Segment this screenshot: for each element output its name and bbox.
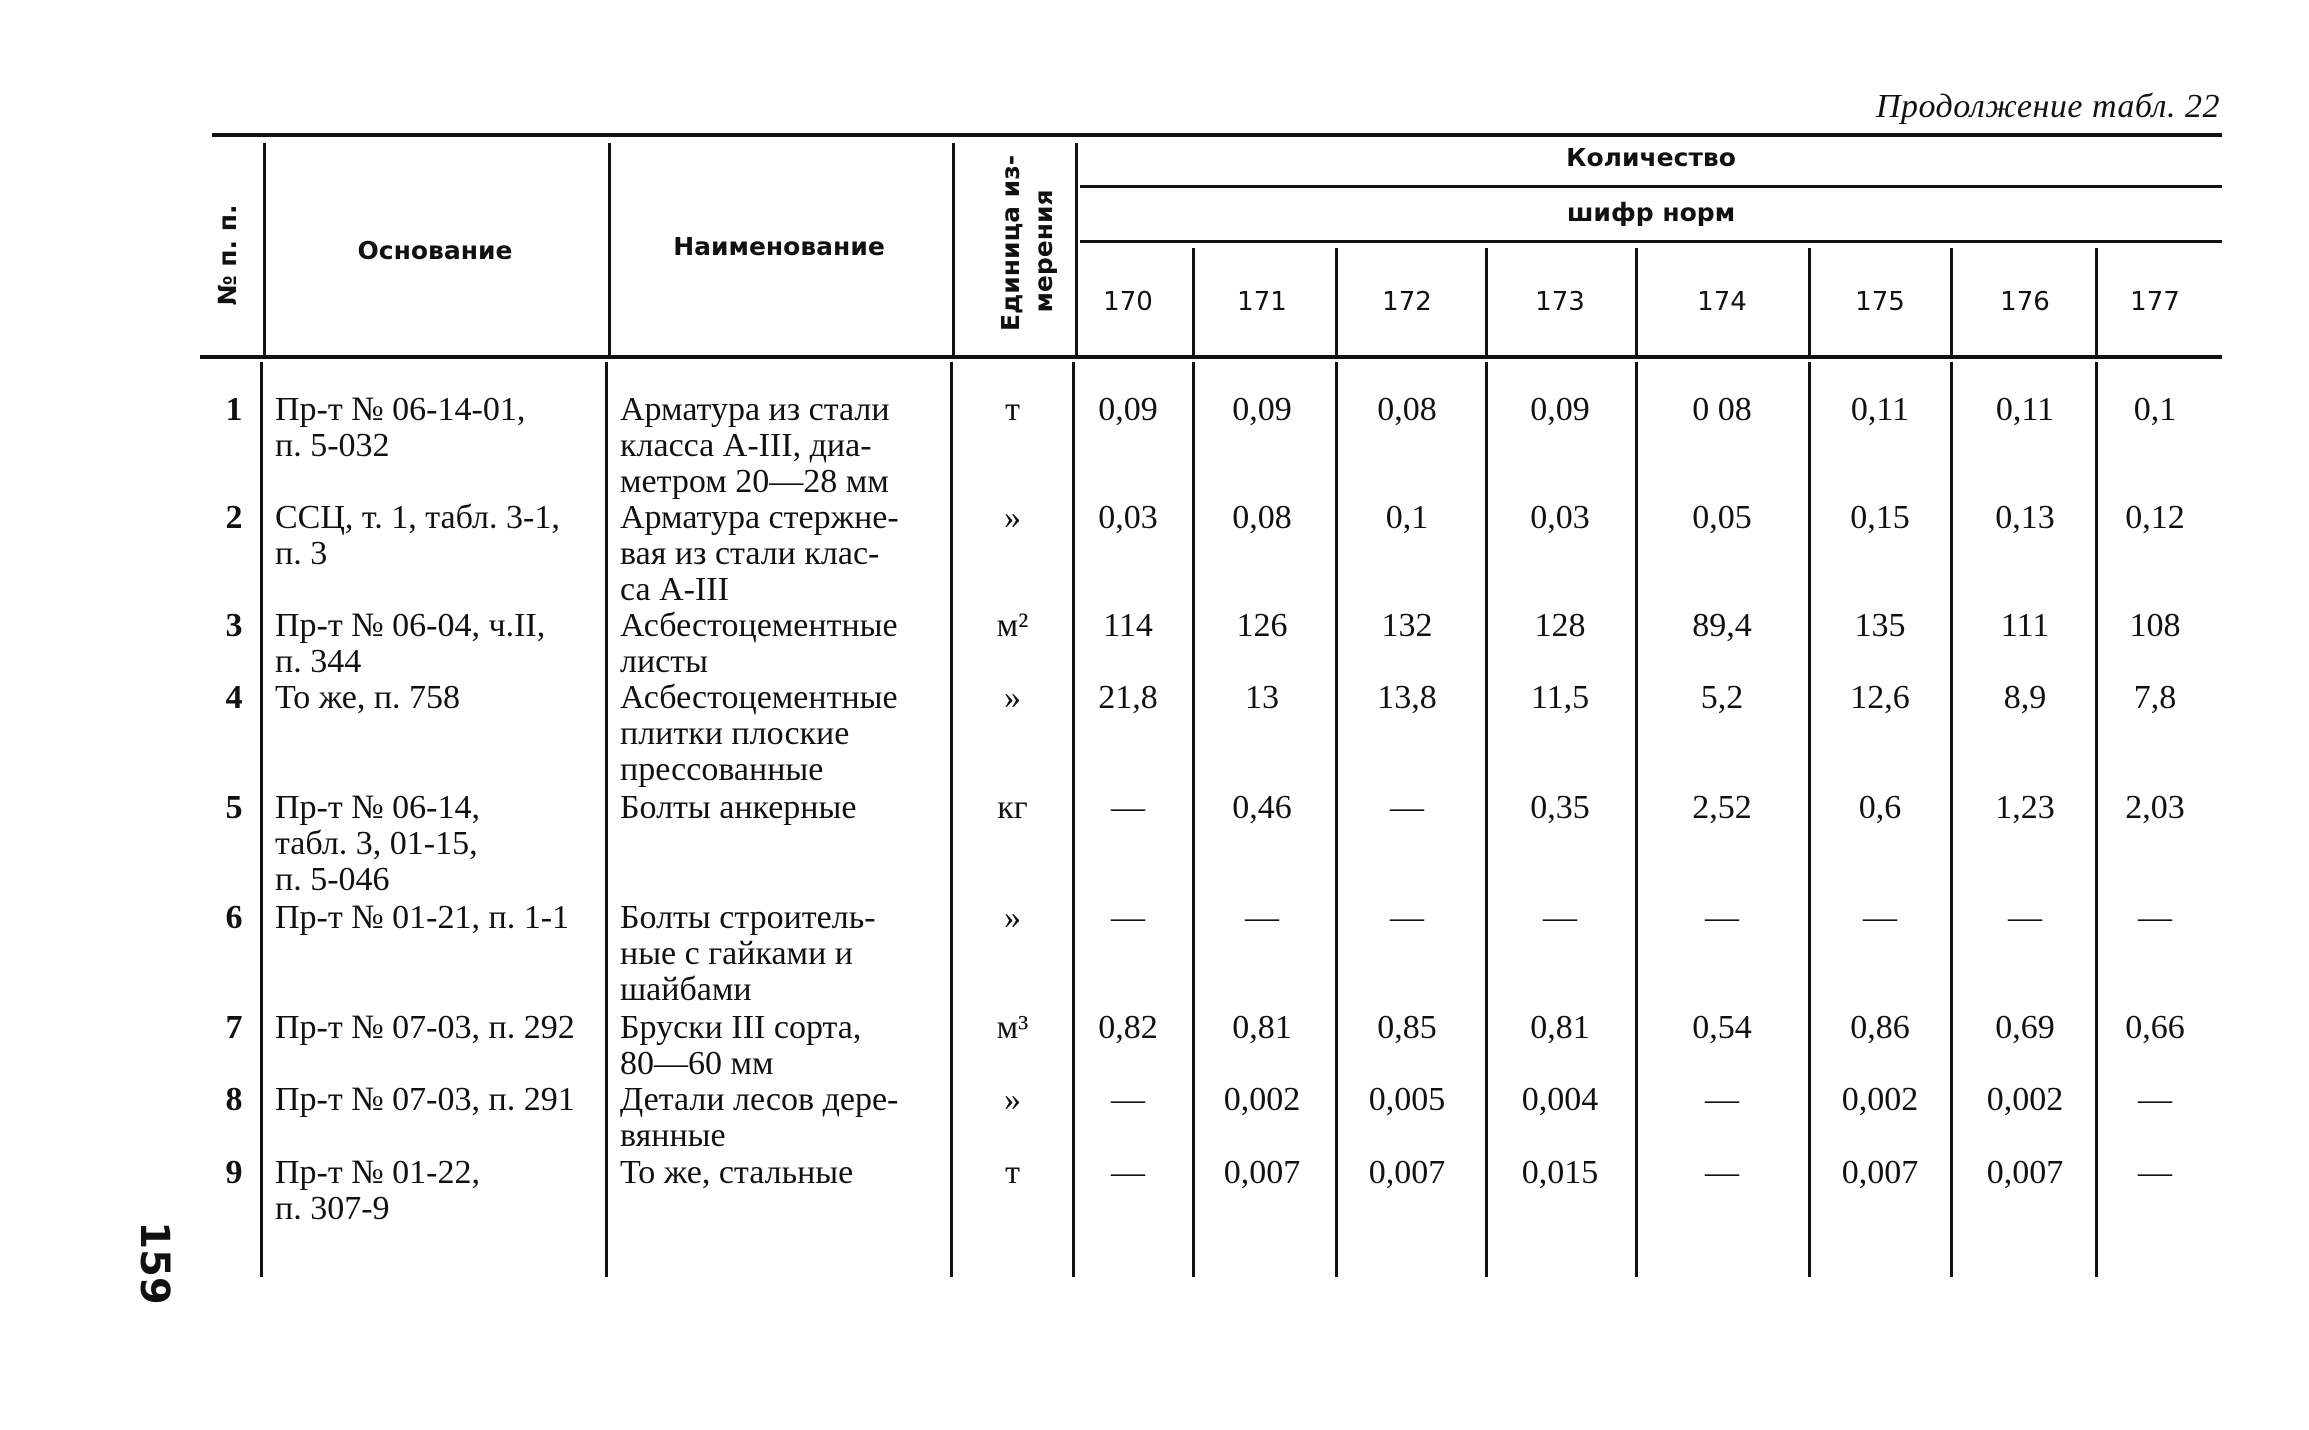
- row-name-line: Болты строитель-: [620, 899, 876, 936]
- row-basis-line: Пр-т № 07-03, п. 291: [275, 1081, 575, 1118]
- row-basis-line: Пр-т № 06-04, ч.II,: [275, 607, 546, 644]
- code-174: 174: [1697, 287, 1747, 317]
- row-number: 6: [225, 899, 243, 936]
- row-basis-line: п. 307-9: [275, 1190, 390, 1227]
- row-value-170: 0,82: [1098, 1009, 1158, 1046]
- row-unit: м³: [996, 1009, 1029, 1046]
- row-value-177: 0,1: [2133, 391, 2177, 428]
- row-value-170: 21,8: [1098, 679, 1158, 716]
- row-basis-line: п. 5-046: [275, 861, 390, 898]
- code-177: 177: [2130, 287, 2180, 317]
- row-value-172: —: [1390, 789, 1424, 826]
- row-number: 8: [225, 1081, 243, 1118]
- row-value-177: —: [2138, 1081, 2172, 1118]
- row-basis-line: Пр-т № 07-03, п. 292: [275, 1009, 575, 1046]
- col-divider-unit: [1075, 143, 1078, 355]
- code-171: 171: [1237, 287, 1287, 317]
- row-value-175: 0,15: [1850, 499, 1910, 536]
- row-number: 1: [225, 391, 243, 428]
- header-cipher: шифр норм: [1566, 198, 1736, 227]
- row-value-171: 0,007: [1223, 1154, 1301, 1191]
- row-basis-line: Пр-т № 06-14-01,: [275, 391, 526, 428]
- row-value-172: 132: [1381, 607, 1433, 644]
- row-value-175: 0,11: [1850, 391, 1910, 428]
- row-name-line: класса А-III, диа-: [620, 427, 872, 464]
- code-divider: [1808, 248, 1811, 355]
- row-value-175: 0,86: [1850, 1009, 1910, 1046]
- body-col-divider: [605, 362, 608, 1277]
- row-value-176: 8,9: [2003, 679, 2047, 716]
- row-value-175: 12,6: [1850, 679, 1910, 716]
- row-value-172: 0,007: [1368, 1154, 1446, 1191]
- quantity-rule: [1080, 185, 2222, 188]
- row-value-170: —: [1111, 789, 1145, 826]
- row-value-176: 1,23: [1995, 789, 2055, 826]
- row-name-line: Асбестоцементные: [620, 607, 898, 644]
- table-caption: Продолжение табл. 22: [1875, 88, 2220, 125]
- row-number: 4: [225, 679, 243, 716]
- row-value-170: —: [1111, 1081, 1145, 1118]
- code-divider: [2095, 248, 2098, 355]
- row-value-174: 2,52: [1692, 789, 1752, 826]
- row-value-173: 128: [1534, 607, 1586, 644]
- row-value-174: 5,2: [1700, 679, 1744, 716]
- row-value-171: 0,08: [1232, 499, 1292, 536]
- code-172: 172: [1382, 287, 1432, 317]
- row-unit: »: [1004, 499, 1021, 536]
- cipher-rule: [1080, 240, 2222, 243]
- row-value-170: 0,09: [1098, 391, 1158, 428]
- row-basis-line: Пр-т № 06-14,: [275, 789, 480, 826]
- code-175: 175: [1855, 287, 1905, 317]
- body-col-divider: [1635, 362, 1638, 1277]
- row-unit: кг: [997, 789, 1028, 826]
- row-value-177: 0,12: [2125, 499, 2185, 536]
- code-173: 173: [1535, 287, 1585, 317]
- row-value-170: 0,03: [1098, 499, 1158, 536]
- row-basis-line: Пр-т № 01-22,: [275, 1154, 480, 1191]
- row-name-line: са А-III: [620, 571, 729, 608]
- row-value-177: 2,03: [2125, 789, 2185, 826]
- col-divider-name: [952, 143, 955, 355]
- row-name-line: 80—60 мм: [620, 1045, 774, 1082]
- row-name-line: Бруски III сорта,: [620, 1009, 862, 1046]
- col-divider-basis: [608, 143, 611, 355]
- row-value-173: 11,5: [1530, 679, 1590, 716]
- row-value-174: 0,54: [1692, 1009, 1752, 1046]
- row-number: 2: [225, 499, 243, 536]
- row-value-173: —: [1543, 899, 1577, 936]
- header-name: Наименование: [673, 232, 885, 261]
- row-name-line: То же, стальные: [620, 1154, 854, 1191]
- row-basis-line: п. 5-032: [275, 427, 390, 464]
- row-basis-line: Пр-т № 01-21, п. 1-1: [275, 899, 570, 936]
- body-col-divider: [1485, 362, 1488, 1277]
- row-value-172: 0,08: [1377, 391, 1437, 428]
- row-value-174: —: [1705, 1154, 1739, 1191]
- header-unit-line2: мерения: [1029, 189, 1058, 313]
- code-divider: [1335, 248, 1338, 355]
- code-divider: [1950, 248, 1953, 355]
- row-value-173: 0,09: [1530, 391, 1590, 428]
- row-value-170: —: [1111, 899, 1145, 936]
- row-name-line: метром 20—28 мм: [620, 463, 889, 500]
- body-col-divider: [260, 362, 263, 1277]
- row-value-175: 135: [1854, 607, 1906, 644]
- row-name-line: Детали лесов дере-: [620, 1081, 899, 1118]
- header-unit-line1: Единица из-: [996, 154, 1025, 331]
- row-value-177: —: [2138, 899, 2172, 936]
- body-col-divider: [1335, 362, 1338, 1277]
- row-value-173: 0,03: [1530, 499, 1590, 536]
- row-basis-line: п. 3: [275, 535, 328, 572]
- code-divider: [1192, 248, 1195, 355]
- code-divider: [1485, 248, 1488, 355]
- row-value-176: 111: [2000, 607, 2050, 644]
- row-value-177: —: [2138, 1154, 2172, 1191]
- row-value-175: —: [1863, 899, 1897, 936]
- row-value-172: 0,005: [1368, 1081, 1446, 1118]
- row-value-174: 89,4: [1692, 607, 1752, 644]
- header-basis: Основание: [357, 236, 513, 265]
- row-number: 9: [225, 1154, 243, 1191]
- row-value-171: 0,09: [1232, 391, 1292, 428]
- row-value-175: 0,007: [1841, 1154, 1919, 1191]
- row-value-175: 0,6: [1858, 789, 1902, 826]
- row-basis-line: ССЦ, т. 1, табл. 3-1,: [275, 499, 560, 536]
- row-unit: »: [1004, 679, 1021, 716]
- code-divider: [1635, 248, 1638, 355]
- row-value-174: —: [1705, 899, 1739, 936]
- body-col-divider: [1950, 362, 1953, 1277]
- code-176: 176: [2000, 287, 2050, 317]
- header-num: № п. п.: [213, 204, 242, 306]
- row-unit: т: [1005, 1154, 1020, 1191]
- row-value-173: 0,004: [1521, 1081, 1599, 1118]
- table-top-rule: [212, 133, 2222, 137]
- row-number: 5: [225, 789, 243, 826]
- row-number: 3: [225, 607, 243, 644]
- row-value-177: 7,8: [2133, 679, 2177, 716]
- row-name-line: ные с гайками и: [620, 935, 853, 972]
- row-value-177: 108: [2129, 607, 2181, 644]
- row-unit: »: [1004, 899, 1021, 936]
- row-value-171: 0,46: [1232, 789, 1292, 826]
- row-value-171: 0,81: [1232, 1009, 1292, 1046]
- row-number: 7: [225, 1009, 243, 1046]
- row-value-176: —: [2008, 899, 2042, 936]
- row-value-174: 0,05: [1692, 499, 1752, 536]
- row-name-line: Арматура из стали: [620, 391, 890, 428]
- row-value-172: 0,1: [1385, 499, 1429, 536]
- row-basis-line: То же, п. 758: [275, 679, 461, 716]
- row-name-line: Болты анкерные: [620, 789, 857, 826]
- header-bottom-rule: [200, 355, 2222, 359]
- row-value-170: —: [1111, 1154, 1145, 1191]
- col-divider-num: [263, 143, 266, 355]
- row-value-171: —: [1245, 899, 1279, 936]
- row-basis-line: табл. 3, 01-15,: [275, 825, 478, 862]
- row-value-176: 0,11: [1995, 391, 2055, 428]
- row-value-171: 13: [1245, 679, 1279, 716]
- row-value-176: 0,13: [1995, 499, 2055, 536]
- row-value-174: 0 08: [1692, 391, 1752, 428]
- row-value-176: 0,002: [1986, 1081, 2064, 1118]
- row-value-171: 0,002: [1223, 1081, 1301, 1118]
- body-col-divider: [950, 362, 953, 1277]
- row-value-173: 0,35: [1530, 789, 1590, 826]
- row-value-176: 0,007: [1986, 1154, 2064, 1191]
- row-value-177: 0,66: [2125, 1009, 2185, 1046]
- body-col-divider: [1808, 362, 1811, 1277]
- row-value-170: 114: [1103, 607, 1153, 644]
- row-basis-line: п. 344: [275, 643, 362, 680]
- row-unit: т: [1005, 391, 1020, 428]
- row-value-172: 0,85: [1377, 1009, 1437, 1046]
- row-value-172: —: [1390, 899, 1424, 936]
- page-number: 159: [130, 1221, 177, 1305]
- row-value-171: 126: [1236, 607, 1288, 644]
- row-name-line: шайбами: [620, 971, 752, 1008]
- row-unit: м²: [996, 607, 1029, 644]
- code-170: 170: [1103, 287, 1153, 317]
- row-value-172: 13,8: [1377, 679, 1437, 716]
- row-unit: »: [1004, 1081, 1021, 1118]
- row-value-175: 0,002: [1841, 1081, 1919, 1118]
- row-name-line: вая из стали клас-: [620, 535, 880, 572]
- header-quantity: Количество: [1566, 143, 1736, 172]
- row-name-line: вянные: [620, 1117, 726, 1154]
- row-name-line: листы: [620, 643, 708, 680]
- row-name-line: Арматура стержне-: [620, 499, 899, 536]
- row-value-176: 0,69: [1995, 1009, 2055, 1046]
- row-name-line: плитки плоские: [620, 715, 850, 752]
- row-value-173: 0,81: [1530, 1009, 1590, 1046]
- row-value-174: —: [1705, 1081, 1739, 1118]
- row-value-173: 0,015: [1521, 1154, 1599, 1191]
- row-name-line: Асбестоцементные: [620, 679, 898, 716]
- row-name-line: прессованные: [620, 751, 824, 788]
